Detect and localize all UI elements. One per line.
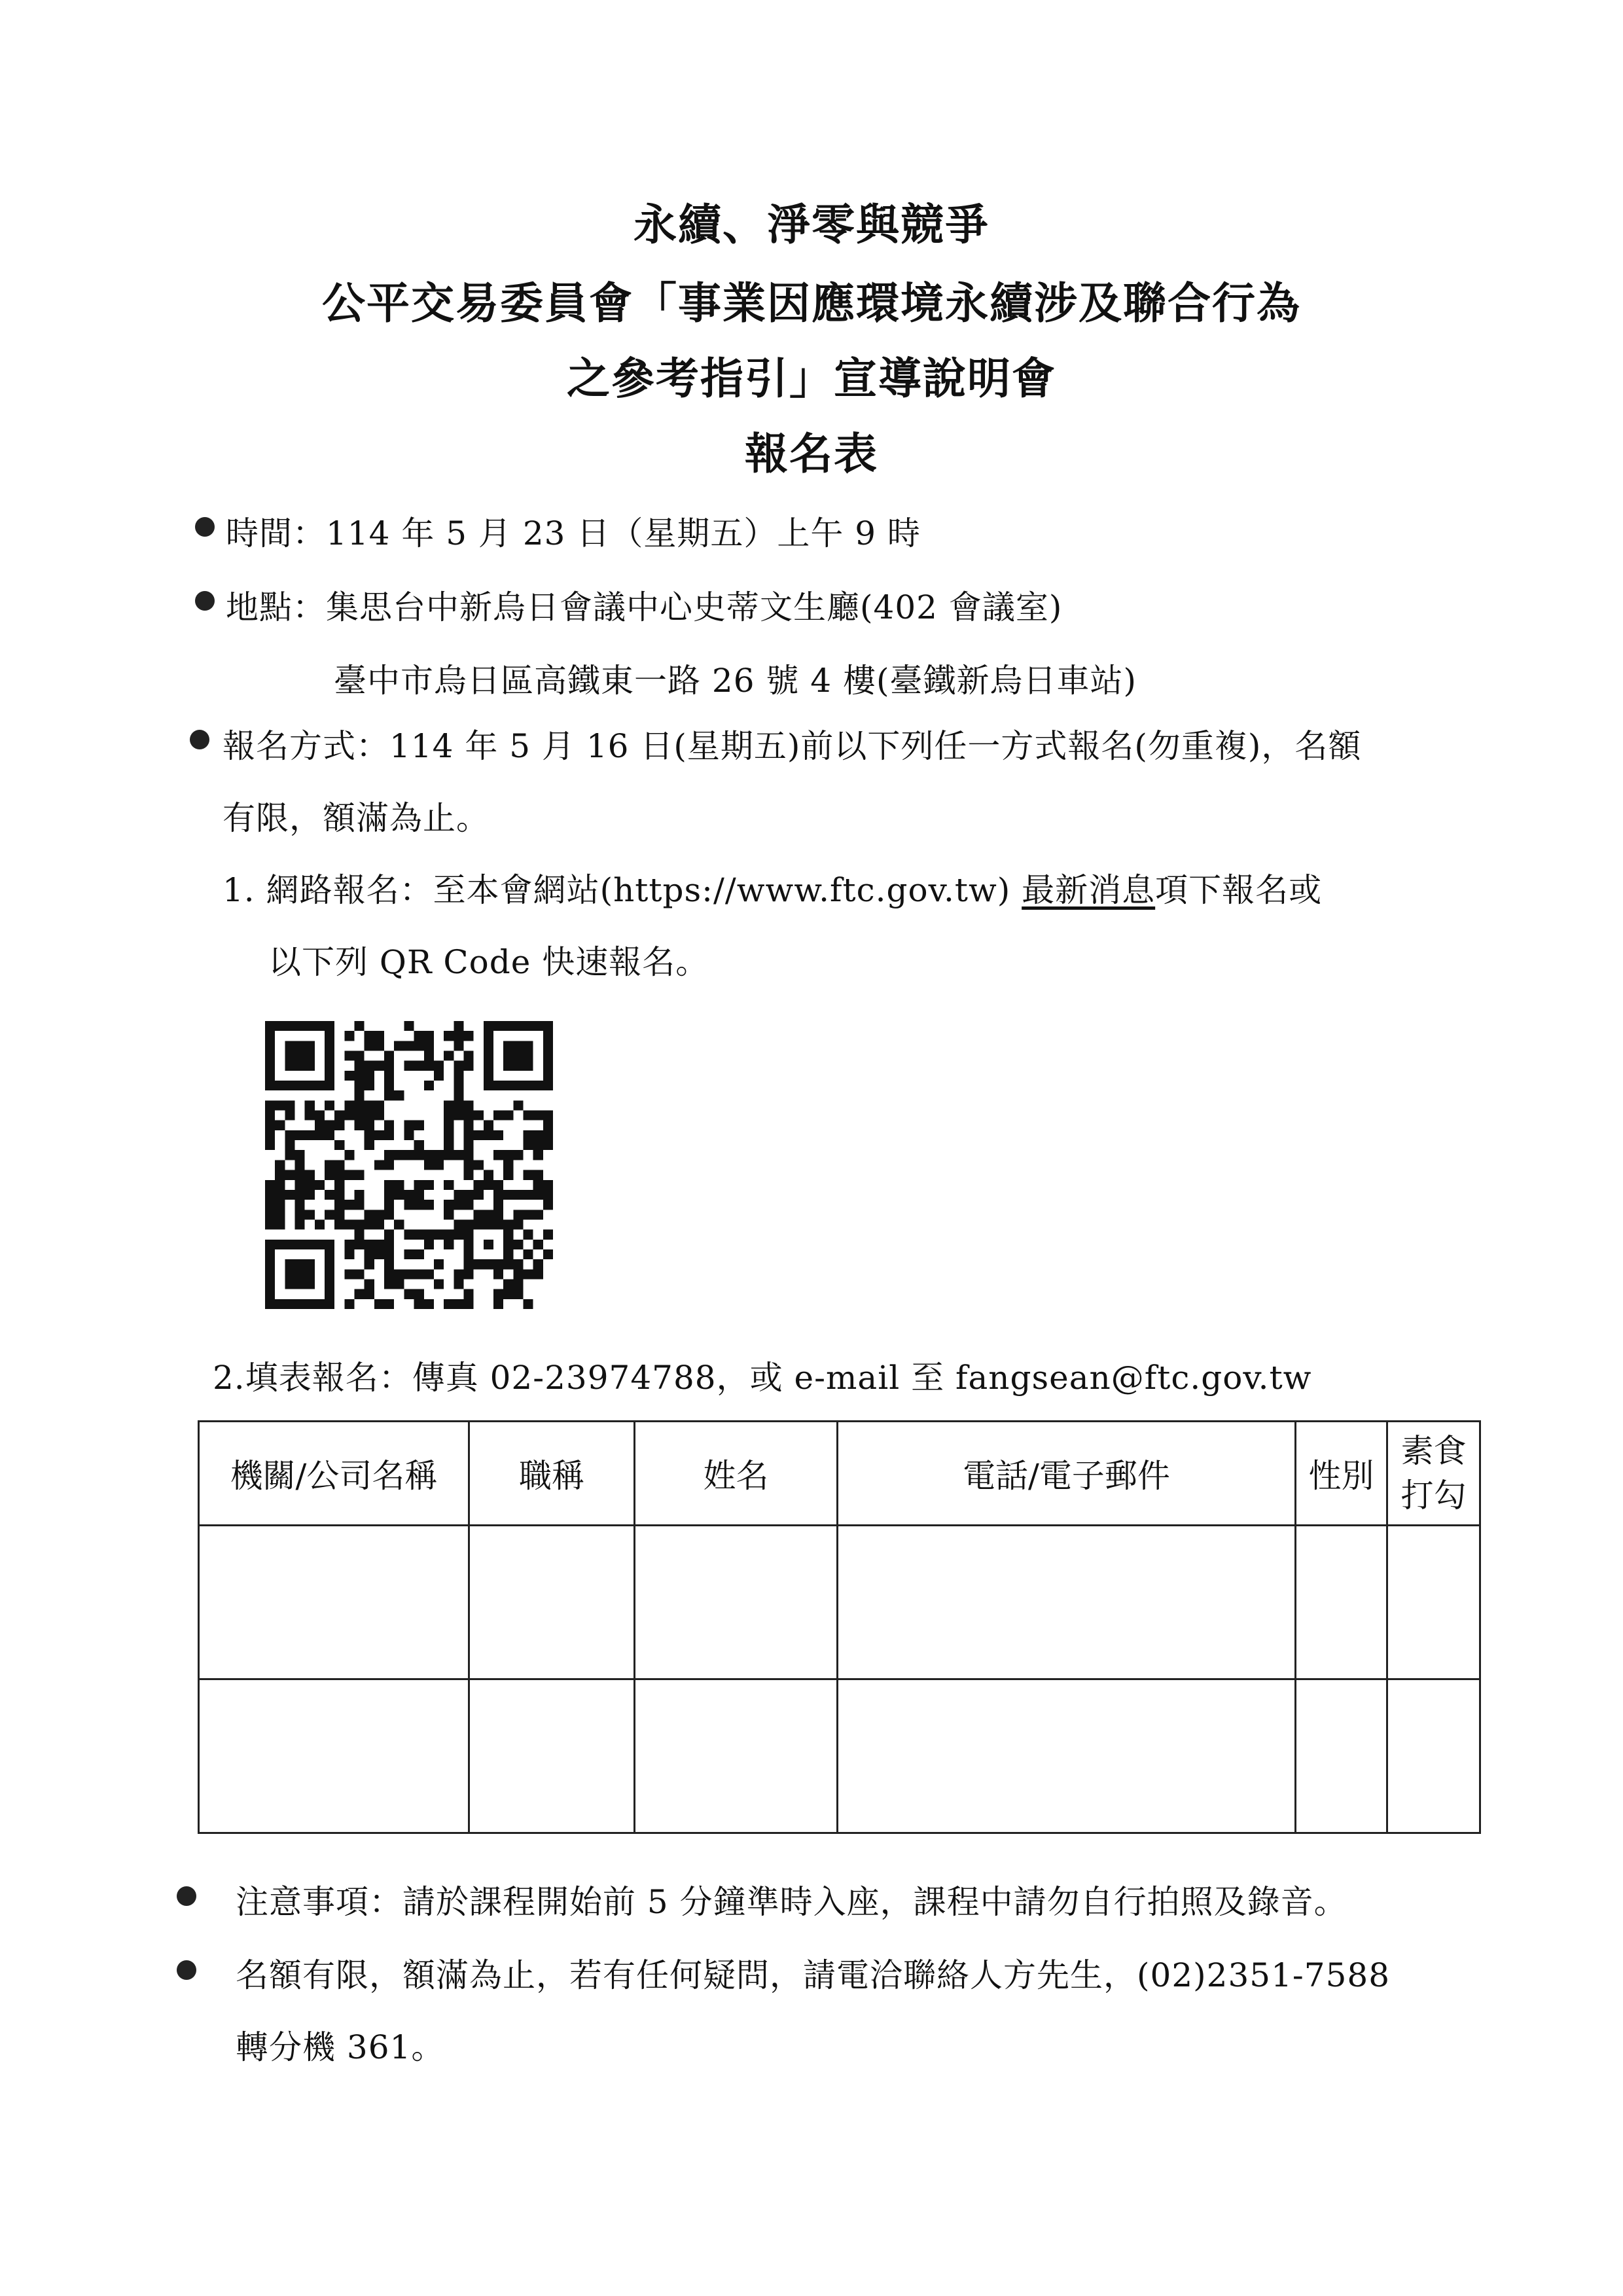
vegetarian-header-line-2: 打勾 [1400, 1477, 1467, 1515]
event-time: 時間：114 年 5 月 23 日（星期五）上午 9 時 [226, 514, 921, 552]
cell-organization[interactable] [199, 1526, 469, 1679]
contact-info-cont: 轉分機 361。 [236, 2028, 445, 2066]
bullet-icon [190, 730, 209, 749]
table-header-row [199, 1422, 1480, 1526]
qr-code[interactable] [265, 1021, 553, 1309]
online-registration [223, 864, 1322, 911]
cell-vegetarian[interactable] [1387, 1526, 1480, 1679]
cell-contact[interactable] [838, 1526, 1296, 1679]
online-registration-cont: 以下列 QR Code 快速報名。 [268, 943, 709, 981]
cell-vegetarian[interactable] [1387, 1679, 1480, 1833]
form-title: 報名表 [745, 428, 878, 479]
online-registration-suffix: 項下報名或 [1155, 871, 1323, 909]
event-address: 臺中市烏日區高鐵東一路 26 號 4 樓(臺鐵新烏日車站) [334, 662, 1137, 700]
column-header-organization: 機關/公司名稱 [199, 1422, 469, 1526]
column-header-gender: 性別 [1296, 1422, 1387, 1526]
cell-gender[interactable] [1296, 1526, 1387, 1679]
column-header-name: 姓名 [635, 1422, 838, 1526]
notice: 注意事項：請於課程開始前 5 分鐘準時入座，課程中請勿自行拍照及錄音。 [236, 1883, 1347, 1921]
bullet-icon [195, 591, 215, 611]
column-header-job-title: 職稱 [469, 1422, 635, 1526]
column-header-vegetarian [1387, 1422, 1480, 1526]
table-row [199, 1526, 1480, 1679]
registration-method-cont: 有限，額滿為止。 [223, 799, 490, 837]
latest-news-link[interactable]: 最新消息 [1022, 871, 1156, 909]
cell-name[interactable] [635, 1679, 838, 1833]
bullet-icon [177, 1886, 196, 1906]
event-venue: 地點：集思台中新烏日會議中心史蒂文生廳(402 會議室) [226, 588, 1063, 626]
contact-info: 名額有限，額滿為止，若有任何疑問，請電洽聯絡人方先生，(02)2351-7588 [236, 1956, 1391, 1994]
registration-table [198, 1420, 1481, 1834]
cell-gender[interactable] [1296, 1679, 1387, 1833]
bullet-icon [195, 517, 215, 537]
form-registration: 2.填表報名：傳真 02-23974788，或 e-mail 至 fangsean@ftc.gov.tw [213, 1359, 1312, 1397]
registration-method: 報名方式：114 年 5 月 16 日(星期五)前以下列任一方式報名(勿重複)，名額 [223, 727, 1362, 765]
cell-job-title[interactable] [469, 1526, 635, 1679]
table-row [199, 1679, 1480, 1833]
cell-organization[interactable] [199, 1679, 469, 1833]
title-line-1: 永續、淨零與競爭 [633, 199, 990, 250]
cell-contact[interactable] [838, 1679, 1296, 1833]
title-line-3: 之參考指引」宣導說明會 [567, 353, 1056, 404]
cell-job-title[interactable] [469, 1679, 635, 1833]
cell-name[interactable] [635, 1526, 838, 1679]
vegetarian-header-line-1: 素食 [1400, 1432, 1467, 1470]
title-line-2: 公平交易委員會「事業因應環境永續涉及聯合行為 [322, 278, 1301, 329]
column-header-contact: 電話/電子郵件 [838, 1422, 1296, 1526]
online-registration-prefix: 1. 網路報名：至本會網站(https://www.ftc.gov.tw) [223, 871, 1022, 909]
bullet-icon [177, 1960, 196, 1980]
